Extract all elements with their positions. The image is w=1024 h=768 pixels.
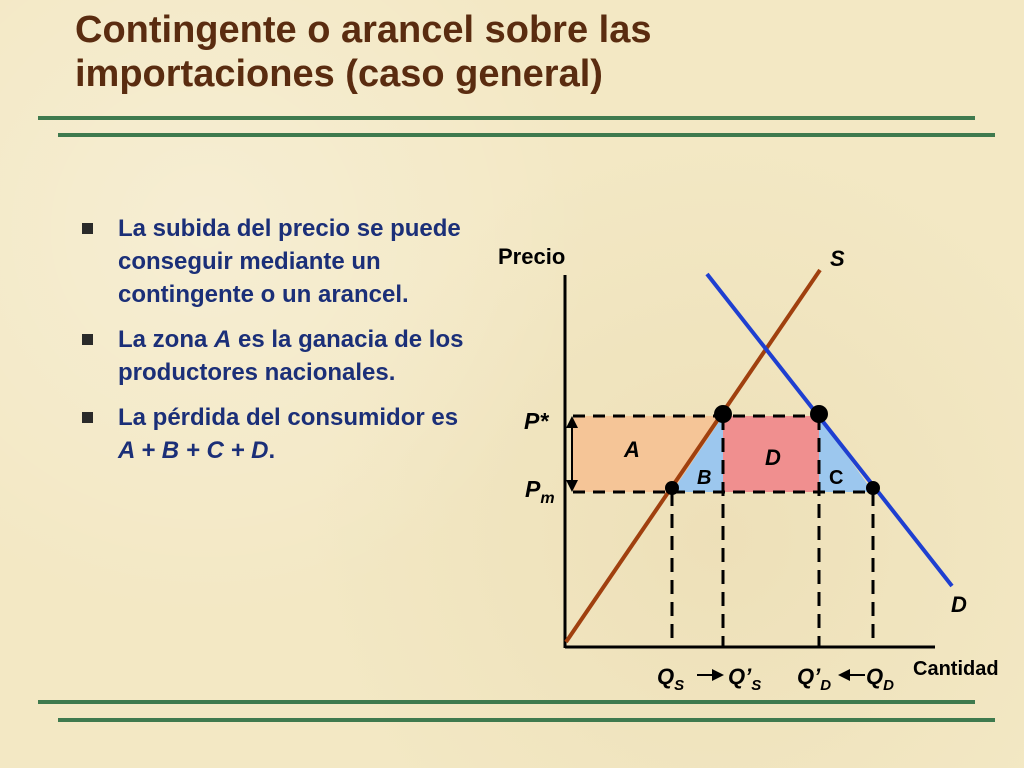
point-qd-pstar [810,405,828,423]
point-qd-pm [866,481,880,495]
area-a-label: A [624,437,640,462]
supply-label: S [830,246,845,271]
bullet-text: La subida del precio se puede conseguir mediante un contingente o un arancel. [118,215,461,308]
bullet-text-post: es la ganacia de los productores nacionales. [118,326,464,386]
bottom-rule-2 [58,718,995,722]
x-axis-label: Cantidad [913,658,999,680]
qs-prime-label: $Q’_S$ [728,664,762,694]
title-line-1: Contingente o arancel sobre las [75,9,652,51]
price-p-star-label: P* [524,408,549,434]
demand-label: D [951,592,967,617]
qs-label: $Q_S$ [657,664,685,694]
qd-prime-label: $Q’_D$ [797,664,832,694]
bullet-text-em: A + B + C + D [118,437,269,464]
point-qs-pstar [714,405,732,423]
arrow-right-icon [712,669,724,681]
arrow-left-icon [838,669,850,681]
area-d-label: D [765,445,781,470]
bottom-rule-1 [38,700,975,704]
y-axis-label: Precio [498,244,566,269]
point-qs-pm [665,481,679,495]
title-line-2: importaciones (caso general) [75,53,603,95]
bullet-text-pre: La zona [118,326,215,353]
price-pm-label: $P_m$ [525,476,555,507]
bullet-text-em: A [214,326,232,353]
bullet-text-post: . [268,437,276,464]
area-b-label: B [697,467,712,489]
area-c-label: C [829,467,844,489]
bullet-text-pre: La pérdida del consumidor es [118,404,459,431]
qd-label: $Q_D$ [866,664,894,694]
